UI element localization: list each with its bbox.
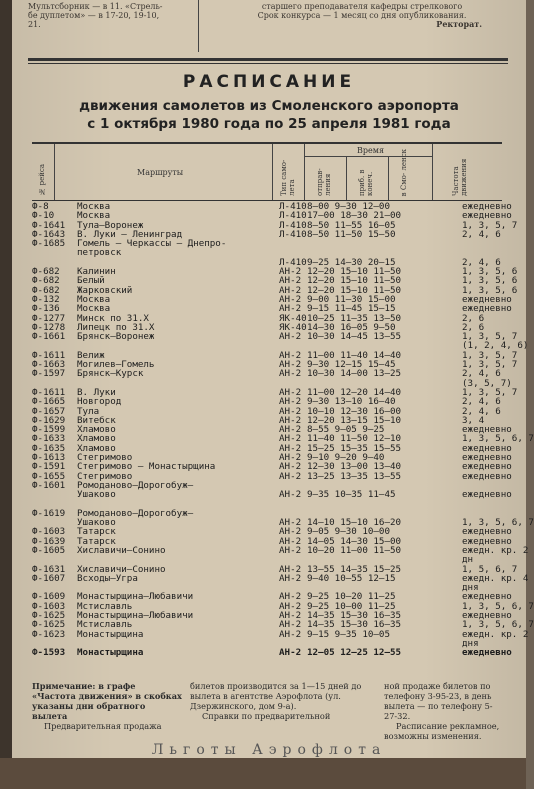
frequency: 1, 3, 5, 6	[462, 266, 518, 278]
times: 9—00 11—30 15—00	[307, 293, 396, 305]
flight-number: Ф-1591	[32, 461, 66, 473]
route-name: Всходы—Угра	[77, 572, 138, 584]
times: 9—10 9—20 9—40	[307, 452, 385, 464]
table-row	[32, 490, 512, 499]
aircraft-type: АН-2	[279, 526, 302, 538]
schedule-subtitle: движения самолетов из Смоленского аэропорта	[79, 98, 459, 114]
frequency: ежедневно	[462, 424, 512, 436]
frequency: 1, 3, 5, 7	[462, 359, 518, 371]
route-name: Тула—Воронеж	[77, 219, 144, 231]
note-text: Справки по предварительной	[202, 711, 331, 721]
times: 9—15 9—35 10—05	[307, 628, 390, 640]
aircraft-type: АН-2	[279, 331, 302, 343]
footer-headline: Льготы Аэрофлота	[151, 742, 387, 758]
aircraft-type: АН-2	[279, 572, 302, 584]
times: 10—30 14—45 13—55	[307, 331, 402, 343]
flight-number: Ф-682	[32, 284, 60, 296]
top-right-snippet	[212, 2, 512, 29]
note-col-1	[32, 681, 182, 731]
aircraft-type: АН-2	[279, 303, 302, 315]
route-name: Белый	[77, 275, 105, 287]
note-text: Расписание рекламное, возможны изменения.	[384, 721, 500, 741]
aircraft-type: АН-2	[279, 563, 302, 575]
table-row	[32, 572, 529, 584]
aircraft-type: ЯК-40	[279, 312, 307, 324]
frequency: ежедневно	[462, 293, 512, 305]
times: 12—05 12—25 12—55	[307, 647, 402, 659]
frequency: ежедневно	[462, 210, 512, 222]
frequency: ежедневно	[462, 647, 512, 659]
route-name: В. Луки	[77, 386, 116, 398]
aircraft-type: АН-2	[279, 284, 302, 296]
frequency: ежедневно	[462, 489, 512, 501]
flight-number: Ф-1657	[32, 405, 66, 417]
flight-number: Ф-1277	[32, 312, 66, 324]
aircraft-type: АН-2	[279, 517, 302, 529]
flight-number: Ф-10	[32, 210, 55, 222]
frequency: 1, 3, 5, 6, 7	[462, 600, 534, 612]
table-row	[32, 628, 529, 640]
times: 13—25 13—35 13—55	[307, 470, 402, 482]
route-name: Тула	[77, 405, 100, 417]
aircraft-type: АН-2	[279, 405, 302, 417]
newspaper-page	[12, 0, 534, 789]
schedule-period: с 1 октября 1980 года по 25 апреля 1981 года	[87, 116, 451, 132]
frequency: дн	[462, 554, 474, 566]
flight-number: Ф-1607	[32, 572, 66, 584]
route-name: Монастырщина—Любавичи	[77, 610, 194, 622]
frequency: дня	[462, 637, 479, 649]
aircraft-type: АН-2	[279, 470, 302, 482]
frequency: 3, 4	[462, 414, 485, 426]
flight-number: Ф-1601	[32, 479, 66, 491]
frequency: ежедневно	[462, 452, 512, 464]
note-text: билетов производится за 1—15 дней до вылета в агентстве Аэрофлота (ул. Дзержинского, дом 9-а).	[190, 681, 362, 711]
top-left-snippet	[28, 2, 198, 29]
route-name: Новгород	[77, 396, 122, 408]
route-name: Татарск	[77, 526, 116, 538]
route-name: Хламово	[77, 442, 116, 454]
aircraft-type: АН-2	[279, 544, 302, 556]
flight-number: Ф-1613	[32, 452, 66, 464]
rule-thin	[28, 63, 508, 64]
route-name: Мстиславль	[77, 619, 133, 631]
route-name: Велиж	[77, 349, 105, 361]
route-name: Москва	[77, 210, 111, 222]
times: 12—20 15—10 11—50	[307, 266, 402, 278]
aircraft-type: АН-2	[279, 628, 302, 640]
header-divider	[272, 144, 273, 200]
times: 11—00 12—20 14—40	[307, 386, 402, 398]
route-name: Липецк по 31.X	[77, 321, 155, 333]
frequency: ежедн. кр. 4	[462, 572, 529, 584]
flight-number: Ф-1629	[32, 414, 66, 426]
route-name: Стегримово	[77, 452, 133, 464]
flight-number: Ф-1685	[32, 238, 66, 250]
rule-thick	[28, 58, 508, 61]
frequency: ежедневно	[462, 303, 512, 315]
route-name: Витебск	[77, 414, 116, 426]
frequency: ежедневно	[462, 470, 512, 482]
aircraft-type: АН-2	[279, 489, 302, 501]
frequency: ежедн. кр. 2	[462, 628, 529, 640]
aircraft-type: АН-2	[279, 359, 302, 371]
times: 9—30 13—10 16—40	[307, 396, 396, 408]
times: 14—35 15—30 16—35	[307, 619, 402, 631]
header-time: Время	[357, 146, 385, 155]
frequency: 1, 3, 5, 7	[462, 386, 518, 398]
flight-number: Ф-1665	[32, 396, 66, 408]
table-row	[32, 248, 512, 257]
aircraft-type: АН-2	[279, 535, 302, 547]
flight-number: Ф-1639	[32, 535, 66, 547]
route-name: Монастырщина	[77, 628, 144, 640]
times: 8—55 9—05 9—25	[307, 424, 385, 436]
snippet-line: 21.	[28, 20, 41, 29]
aircraft-type: АН-2	[279, 275, 302, 287]
route-name: Могилев—Гомель	[77, 359, 155, 371]
snippet-line: Мультсборник — в 11. «Стрель-	[28, 2, 163, 11]
note-col-3	[384, 681, 504, 741]
times: 12—30 13—00 13—40	[307, 461, 402, 473]
flight-number: Ф-1631	[32, 563, 66, 575]
frequency: (3, 5, 7)	[462, 377, 512, 389]
route-name: Ромоданово—Дорогобуж—	[77, 479, 194, 491]
route-name: В. Луки — Ленинград	[77, 228, 183, 240]
flight-number: Ф-1611	[32, 349, 66, 361]
flight-number: Ф-1633	[32, 433, 66, 445]
header-return: в Смо- ленск	[400, 148, 408, 196]
frequency: 1, 3, 5, 6	[462, 284, 518, 296]
frequency: 2, 4, 6	[462, 228, 501, 240]
route-name: Стегримово	[77, 470, 133, 482]
flight-number: Ф-1603	[32, 526, 66, 538]
aircraft-type: Л-410	[279, 228, 307, 240]
route-name: Монастырщина	[77, 647, 144, 659]
table-surface	[0, 758, 526, 789]
snippet-line: Срок конкурса — 1 месяц со дня опубликования.	[257, 11, 467, 20]
table-row	[32, 544, 529, 556]
aircraft-type: АН-2	[279, 414, 302, 426]
aircraft-type: АН-2	[279, 610, 302, 622]
schedule-rows	[32, 201, 534, 659]
frequency: 2, 6	[462, 321, 485, 333]
route-name: Монастырщина—Любавичи	[77, 591, 194, 603]
times: 9—25 10—20 11—25	[307, 591, 396, 603]
aircraft-type: АН-2	[279, 591, 302, 603]
times: 14—10 15—10 16—20	[307, 517, 402, 529]
aircraft-type: АН-2	[279, 368, 302, 380]
frequency: 1, 3, 5, 7	[462, 349, 518, 361]
route-name: Жарковский	[77, 284, 133, 296]
table-header	[32, 142, 502, 201]
snippet-signature: Ректорат.	[436, 19, 482, 29]
flight-number: Ф-132	[32, 293, 60, 305]
flight-number: Ф-682	[32, 266, 60, 278]
top-clipping	[12, 0, 526, 55]
note-text: Предварительная продажа	[44, 721, 162, 731]
table-row	[32, 648, 512, 657]
route-name: Калинин	[77, 266, 116, 278]
frequency: ежедневно	[462, 610, 512, 622]
frequency: (1, 2, 4, 6)	[462, 340, 529, 352]
frequency: 1, 3, 5, 6, 7	[462, 433, 534, 445]
frequency: ежедневно	[462, 461, 512, 473]
header-arrival: приб. в конеч.	[358, 169, 374, 196]
flight-number: Ф-1278	[32, 321, 66, 333]
times: 14—05 14—30 15—00	[307, 535, 402, 547]
header-divider	[304, 144, 305, 200]
aircraft-type: АН-2	[279, 386, 302, 398]
route-name: Москва	[77, 201, 111, 212]
times: 12—20 15—10 11—50	[307, 284, 402, 296]
frequency: 1, 3, 5, 6	[462, 275, 518, 287]
header-type: Тип само- лета	[280, 159, 296, 196]
times: 10—10 12—30 16—00	[307, 405, 402, 417]
header-route: Маршруты	[137, 168, 184, 177]
times: 9—30 12—15 15—45	[307, 359, 396, 371]
times: 8—00 9—30 12—00	[307, 201, 390, 212]
frequency: ежедневно	[462, 535, 512, 547]
times: 10—20 11—00 11—50	[307, 544, 402, 556]
flight-number: Ф-1625	[32, 610, 66, 622]
times: 8—50 11—50 15—50	[307, 228, 396, 240]
frequency: 2, 4, 6	[462, 368, 501, 380]
frequency: ежедневно	[462, 201, 512, 212]
header-divider	[432, 144, 433, 200]
frequency: 1, 5, 6, 7	[462, 563, 518, 575]
route-name: Хиславичи—Сонино	[77, 563, 166, 575]
note-text: ной продаже билетов по телефону 3-95-23, в день вылета — по телефону 5-27-32.	[384, 681, 493, 721]
header-divider	[346, 156, 347, 200]
aircraft-type: АН-2	[279, 442, 302, 454]
times: 9—05 9—30 10—00	[307, 526, 390, 538]
frequency: ежедневно	[462, 526, 512, 538]
table-row	[32, 397, 512, 406]
route-name: Ушаково	[77, 517, 116, 529]
frequency: 1, 3, 5, 7	[462, 219, 518, 231]
flight-number: Ф-682	[32, 275, 60, 287]
times: 11—00 11—40 14—40	[307, 349, 402, 361]
aircraft-type: АН-2	[279, 461, 302, 473]
flight-number: Ф-1599	[32, 424, 66, 436]
header-divider	[54, 144, 55, 200]
times: 11—40 11—50 12—10	[307, 433, 402, 445]
route-name: Хламово	[77, 433, 116, 445]
header-divider	[388, 156, 389, 200]
flight-number: Ф-1603	[32, 600, 66, 612]
flight-number: Ф-8	[32, 201, 49, 212]
route-name: Гомель — Черкассы — Днепро-	[77, 238, 227, 250]
flight-number: Ф-136	[32, 303, 60, 315]
snippet-line: старшего преподавателя кафедры стрелкового	[261, 2, 463, 11]
route-name: Хиславичи—Сонино	[77, 544, 166, 556]
times: 9—15 11—45 15—15	[307, 303, 396, 315]
aircraft-type: Л-410	[279, 256, 307, 268]
header-departure: отправ- ления	[316, 168, 332, 196]
aircraft-type: АН-2	[279, 424, 302, 436]
times: 13—55 14—35 15—25	[307, 563, 402, 575]
note-text: Примечание: в графе «Частота движения» в скобках указаны дни обратного вылета	[32, 681, 182, 721]
times: 12—20 13—15 15—10	[307, 414, 402, 426]
flight-number: Ф-1625	[32, 619, 66, 631]
flight-number: Ф-1619	[32, 507, 66, 519]
times: 14—35 15—30 16—35	[307, 610, 402, 622]
aircraft-type: ЯК-40	[279, 321, 307, 333]
page-edge-shadow	[0, 0, 12, 789]
frequency: 1, 3, 5, 6, 7	[462, 619, 534, 631]
note-col-2	[190, 681, 380, 721]
route-name: Ушаково	[77, 489, 116, 501]
aircraft-type: Л-410	[279, 210, 307, 222]
frequency: 2, 4, 6	[462, 396, 501, 408]
aircraft-type: АН-2	[279, 600, 302, 612]
flight-number: Ф-1663	[32, 359, 66, 371]
times: 10—25 11—35 13—50	[307, 312, 402, 324]
flight-number: Ф-1593	[32, 647, 66, 659]
frequency: ежедневно	[462, 591, 512, 603]
frequency: 1, 3, 5, 6, 7	[462, 517, 534, 529]
flight-number: Ф-1605	[32, 544, 66, 556]
times: 9—25 10—00 11—25	[307, 600, 396, 612]
route-name: Москва	[77, 293, 111, 305]
times: 14—30 16—05 9—50	[307, 321, 396, 333]
route-name: Татарск	[77, 535, 116, 547]
route-name: Мстиславль	[77, 600, 133, 612]
flight-number: Ф-1641	[32, 219, 66, 231]
flight-number: Ф-1623	[32, 628, 66, 640]
times: 9—40 10—55 12—15	[307, 572, 396, 584]
frequency: 1, 3, 5, 7	[462, 331, 518, 343]
table-row	[32, 331, 518, 343]
aircraft-type: АН-2	[279, 396, 302, 408]
frequency: 2, 4, 6	[462, 256, 501, 268]
aircraft-type: АН-2	[279, 619, 302, 631]
aircraft-type: АН-2	[279, 647, 302, 659]
aircraft-type: АН-2	[279, 433, 302, 445]
route-name: Стегримово — Монастырщина	[77, 461, 216, 473]
times: 17—00 18—30 21—00	[307, 210, 402, 222]
aircraft-type: Л-410	[279, 219, 307, 231]
header-frequency: Частота движения	[452, 158, 468, 196]
route-name: Москва	[77, 303, 111, 315]
times: 9—25 14—30 20—15	[307, 256, 396, 268]
flight-number: Ф-1655	[32, 470, 66, 482]
route-name: Хламово	[77, 424, 116, 436]
flight-number: Ф-1597	[32, 368, 66, 380]
times: 12—20 15—10 11—50	[307, 275, 402, 287]
route-name: Ромоданово—Дорогобуж—	[77, 507, 194, 519]
aircraft-type: АН-2	[279, 293, 302, 305]
route-name: Брянск—Курск	[77, 368, 144, 380]
times: 9—35 10—35 11—45	[307, 489, 396, 501]
frequency: ежедн. кр. 2	[462, 544, 529, 556]
aircraft-type: АН-2	[279, 349, 302, 361]
times: 10—30 14—00 13—25	[307, 368, 402, 380]
times: 8—50 11—55 16—05	[307, 219, 396, 231]
frequency: ежедневно	[462, 442, 512, 454]
flight-number: Ф-1643	[32, 228, 66, 240]
route-name: Брянск—Воронеж	[77, 331, 155, 343]
snippet-line: бе дуплетом» — в 17-20, 19-10,	[28, 11, 160, 20]
aircraft-type: Л-410	[279, 201, 307, 212]
frequency: дня	[462, 582, 479, 594]
route-name: петровск	[77, 247, 122, 259]
table-row	[32, 369, 512, 378]
column-divider	[198, 0, 199, 52]
aircraft-type: АН-2	[279, 266, 302, 278]
frequency: 2, 6	[462, 312, 485, 324]
aircraft-type: АН-2	[279, 452, 302, 464]
frequency: 2, 4, 6	[462, 405, 501, 417]
times: 15—25 15—35 15—55	[307, 442, 402, 454]
flight-number: Ф-1661	[32, 331, 66, 343]
flight-number: Ф-1609	[32, 591, 66, 603]
flight-number: Ф-1635	[32, 442, 66, 454]
header-flight: № рейса	[38, 164, 46, 196]
flight-number: Ф-1611	[32, 386, 66, 398]
route-name: Минск по 31.X	[77, 312, 149, 324]
schedule-title: РАСПИСАНИЕ	[182, 72, 356, 92]
